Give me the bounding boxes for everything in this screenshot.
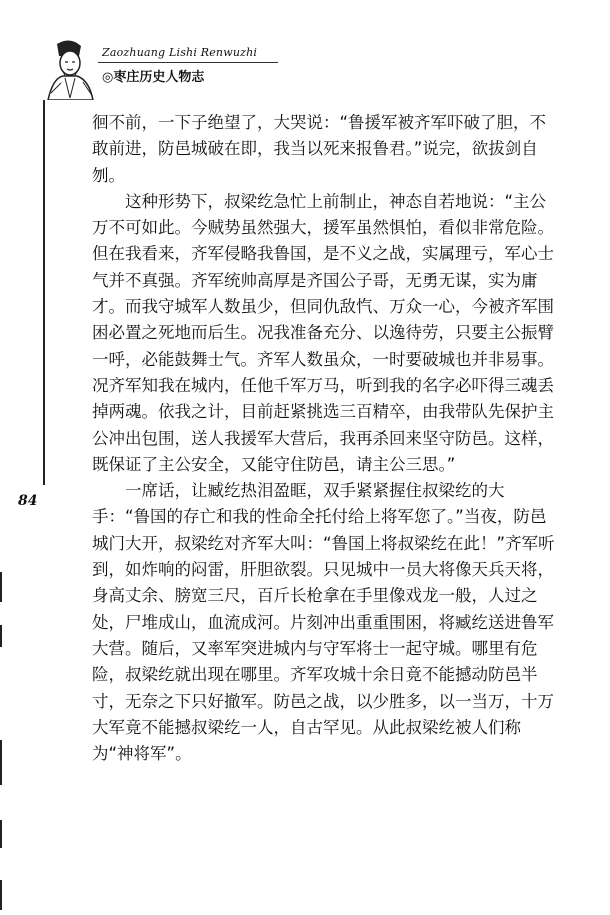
- header-title: ◎枣庄历史人物志: [102, 70, 205, 85]
- page-number: 84: [18, 493, 38, 509]
- paragraph: 这种形势下，叔梁纥急忙上前制止，神态自若地说：“主公万不可如此。今贼势虽然强大，援军虽然惧怕，看似非常危险。但在我看来，齐军侵略我鲁国，是不义之战，实属理亏，军心士气并不真强。齐军统帅高厚是齐国公子哥，无勇无谋，实为庸才。而我守城军人数虽少，但同仇敌忾、万众一心，今被齐军围困必置之死地而后生。况我准备充分、以逸待劳，只要主公振臂一呼，必能鼓舞士气。齐军人数虽众，一时要破城也并非易事。况齐军知我在城内，任他千军万马，听到我的名字必吓得三魂丢掉两魂。依我之计，目前赶紧挑选三百精卒，由我带队先保护主公冲出包围，送人我援军大营后，我再杀回来坚守防邑。这样，既保证了主公安全，又能守住防邑，请主公三思。”: [92, 191, 554, 474]
- left-edge-tick: [0, 625, 2, 647]
- left-edge-tick: [0, 880, 2, 910]
- left-margin-rule: [43, 100, 45, 485]
- left-edge-tick: [0, 572, 2, 602]
- left-edge-tick: [0, 820, 2, 848]
- portrait-illustration: [43, 38, 98, 100]
- header-divider: [98, 62, 278, 63]
- header-pinyin: Zaozhuang Lishi Renwuzhi: [102, 46, 258, 59]
- paragraph: 一席话，让臧纥热泪盈眶，双手紧紧握住叔梁纥的大手：“鲁国的存亡和我的性命全托付给上将军您了。”当夜，防邑城门大开，叔梁纥对齐军大叫：“鲁国上将叔梁纥在此！”齐军听到，如炸响的闷雷，肝胆欲裂。只见城中一员大将像天兵天将，身高丈余、膀宽三尺，百斤长枪拿在手里像戏龙一般，人过之处，尸堆成山，血流成河。片刻冲出重重围困，将臧纥送进鲁军大营。随后，又率军突进城内与守军将士一起守城。哪里有危险，叔梁纥就出现在哪里。齐军攻城十余日竟不能撼动防邑半寸，无奈之下只好撤军。防邑之战，以少胜多，以一当万，十万大军竟不能撼叔梁纥一人，自古罕见。从此叔梁纥被人们称为“神将军”。: [92, 481, 555, 764]
- left-edge-tick: [0, 740, 2, 785]
- paragraph: 徊不前，一下子绝望了，大哭说：“鲁援军被齐军吓破了胆，不敢前进，防邑城破在即，我当以死来报鲁君。”说完，欲拔剑自刎。: [92, 113, 547, 185]
- body-text: [92, 110, 562, 767]
